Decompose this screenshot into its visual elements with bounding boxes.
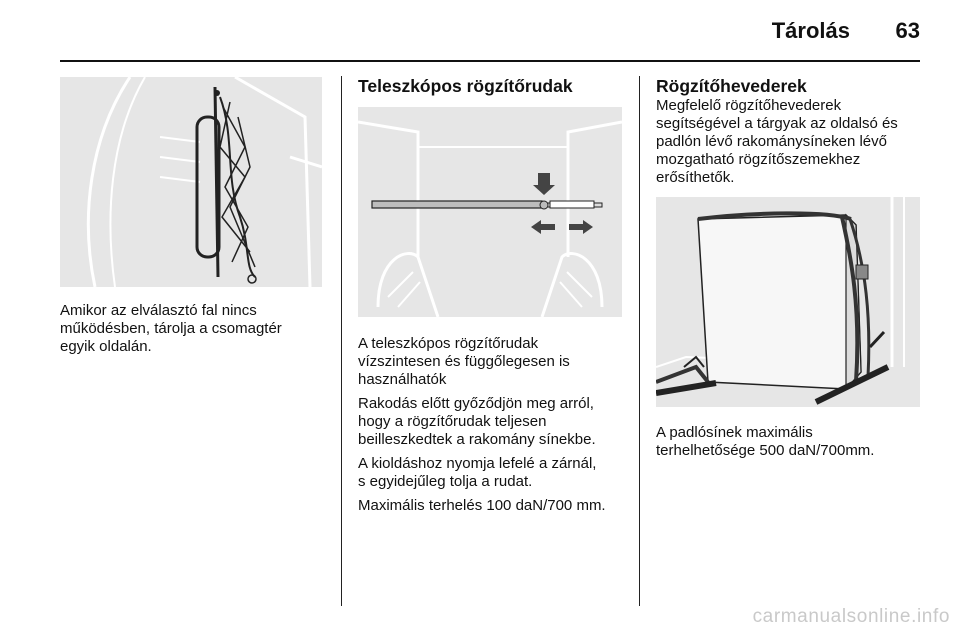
- text-line: Megfelelő rögzítőhevederek: [656, 97, 842, 114]
- text-line: használhatók: [358, 371, 447, 388]
- telescopic-rods-text: [358, 335, 633, 521]
- telescopic-rod-icon: [358, 107, 622, 317]
- column-divider-2: [639, 76, 640, 606]
- text-line: segítségével a tárgyak az oldalsó és: [656, 115, 898, 132]
- text-line: s egyidejűleg tolja a rudat.: [358, 473, 533, 490]
- text-line: A teleszkópos rögzítőrudak: [358, 335, 539, 352]
- cargo-net-caption: [60, 302, 330, 356]
- text-line: erősíthetők.: [656, 169, 735, 186]
- telescopic-rod-figure: [358, 107, 622, 317]
- watermark: carmanualsonline.info: [752, 606, 950, 627]
- text-line: beilleszkedtek a rakomány sínekbe.: [358, 431, 596, 448]
- paragraph: [358, 497, 633, 515]
- cargo-straps-caption: [656, 424, 926, 460]
- telescopic-rods-heading: Teleszkópos rögzítőrudak: [358, 76, 573, 96]
- cargo-strap-box-icon: [656, 197, 920, 407]
- header-rule: [60, 60, 920, 62]
- page-number: 63: [895, 18, 920, 43]
- paragraph: [358, 335, 633, 389]
- page-title: Tárolás: [771, 18, 850, 43]
- cargo-strap-figure: [656, 197, 920, 407]
- column-divider-1: [341, 76, 342, 606]
- cargo-net-on-door-icon: [60, 77, 322, 287]
- paragraph: [358, 455, 633, 491]
- caption-line: működésben, tárolja a csomagtér: [60, 320, 282, 337]
- text-line: vízszintesen és függőlegesen is: [358, 353, 570, 370]
- caption-line: egyik oldalán.: [60, 338, 152, 355]
- text-line: padlón lévő rakománysíneken lévő: [656, 133, 887, 150]
- text-line: A kioldáshoz nyomja lefelé a zárnál,: [358, 455, 597, 472]
- caption-line: Amikor az elválasztó fal nincs: [60, 302, 257, 319]
- text-line: mozgatható rögzítőszemekhez: [656, 151, 861, 168]
- text-line: hogy a rögzítőrudak teljesen: [358, 413, 547, 430]
- caption-line: A padlósínek maximális: [656, 424, 813, 441]
- text-line: Maximális terhelés 100 daN/700 mm.: [358, 497, 606, 514]
- cargo-straps-heading: Rögzítőhevederek: [656, 76, 807, 96]
- paragraph: [358, 395, 633, 449]
- cargo-net-figure: [60, 77, 322, 287]
- text-line: Rakodás előtt győződjön meg arról,: [358, 395, 594, 412]
- caption-line: terhelhetősége 500 daN/700mm.: [656, 442, 875, 459]
- cargo-straps-intro: [656, 97, 926, 187]
